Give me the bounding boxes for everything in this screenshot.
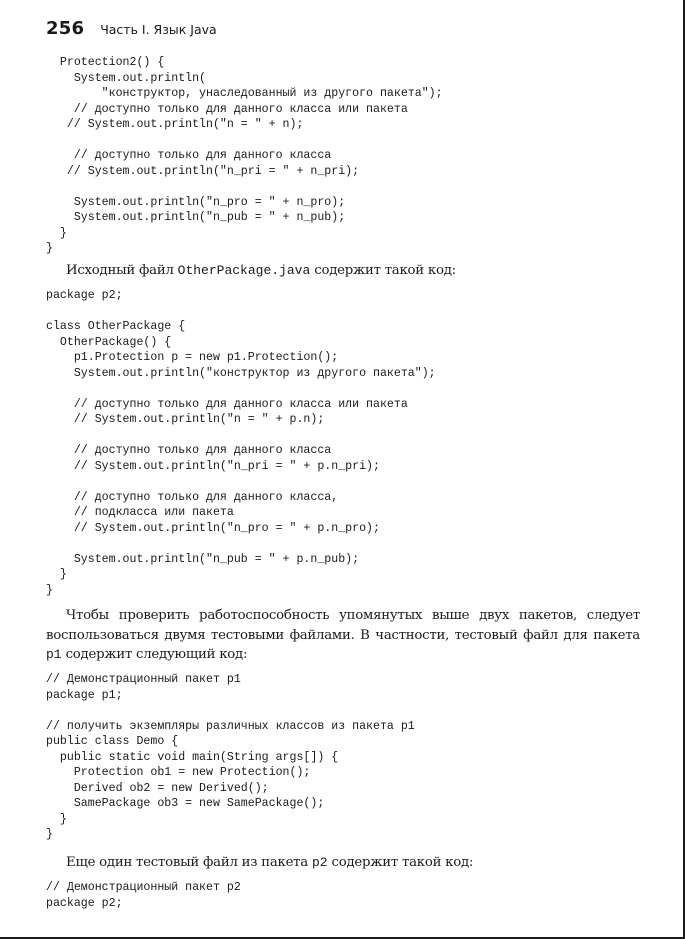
inline-code: OtherPackage.java [177, 263, 311, 278]
running-head: Часть I. Язык Java [100, 22, 217, 37]
paragraph-text: Исходный файл [66, 263, 178, 278]
paragraph-text: Еще один тестовый файл из пакета [66, 855, 312, 870]
page-header [46, 18, 217, 42]
paragraph-otherpackage-intro [46, 261, 640, 281]
page-number: 256 [46, 18, 85, 39]
paragraph-test-p2 [46, 853, 640, 873]
code-block-otherpackage: package p2; class OtherPackage { OtherPackage() { p1.Protection p = new p1.Protection(); System.out.println("конструктор из другого пакета"); // доступно только для данного класса или пакета // System.out.println("n = " + p.n); // доступно только для данного класса // System.out.println("n_pri = " + p.n_pri); // доступно только для данного класса, // подкласса или пакета // System.out.println("n_pro = " + p.n_pro); System.out.println("n_pub = " + p.n_pub); } } [46, 289, 436, 597]
paragraph-test-files [46, 606, 640, 665]
code-block-protection2: Protection2() { System.out.println( "конструктор, унаследованный из другого пакета"); // доступно только для данного класса или пакета // System.out.println("n = " + n); // доступно только для данного класса // System.out.println("n_pri = " + n_pri); System.out.println("n_pro = " + n_pro); System.out.println("n_pub = " + n_pub); } } [46, 56, 443, 255]
paragraph-text: содержит такой код: [327, 855, 474, 870]
inline-code: p2 [311, 855, 328, 870]
paragraph-text: Чтобы проверить работоспособность упомянутых выше двух пакетов, следует воспользоваться двумя тестовыми файлами. В частности, тестовый файл для пакета [46, 608, 640, 643]
inline-code: p1 [46, 647, 62, 662]
code-block-demo-p1: // Демонстрационный пакет p1 package p1; // получить экземпляры различных классов из пакета p1 public class Demo { public static void main(String args[]) { Protection ob1 = new Protection(); Derived ob2 = new Derived(); SamePackage ob3 = new SamePackage(); } } [46, 673, 415, 841]
code-block-demo-p2: // Демонстрационный пакет p2 package p2; [46, 881, 241, 910]
paragraph-text: содержит такой код: [310, 263, 456, 278]
paragraph-text: содержит следующий код: [61, 647, 248, 662]
